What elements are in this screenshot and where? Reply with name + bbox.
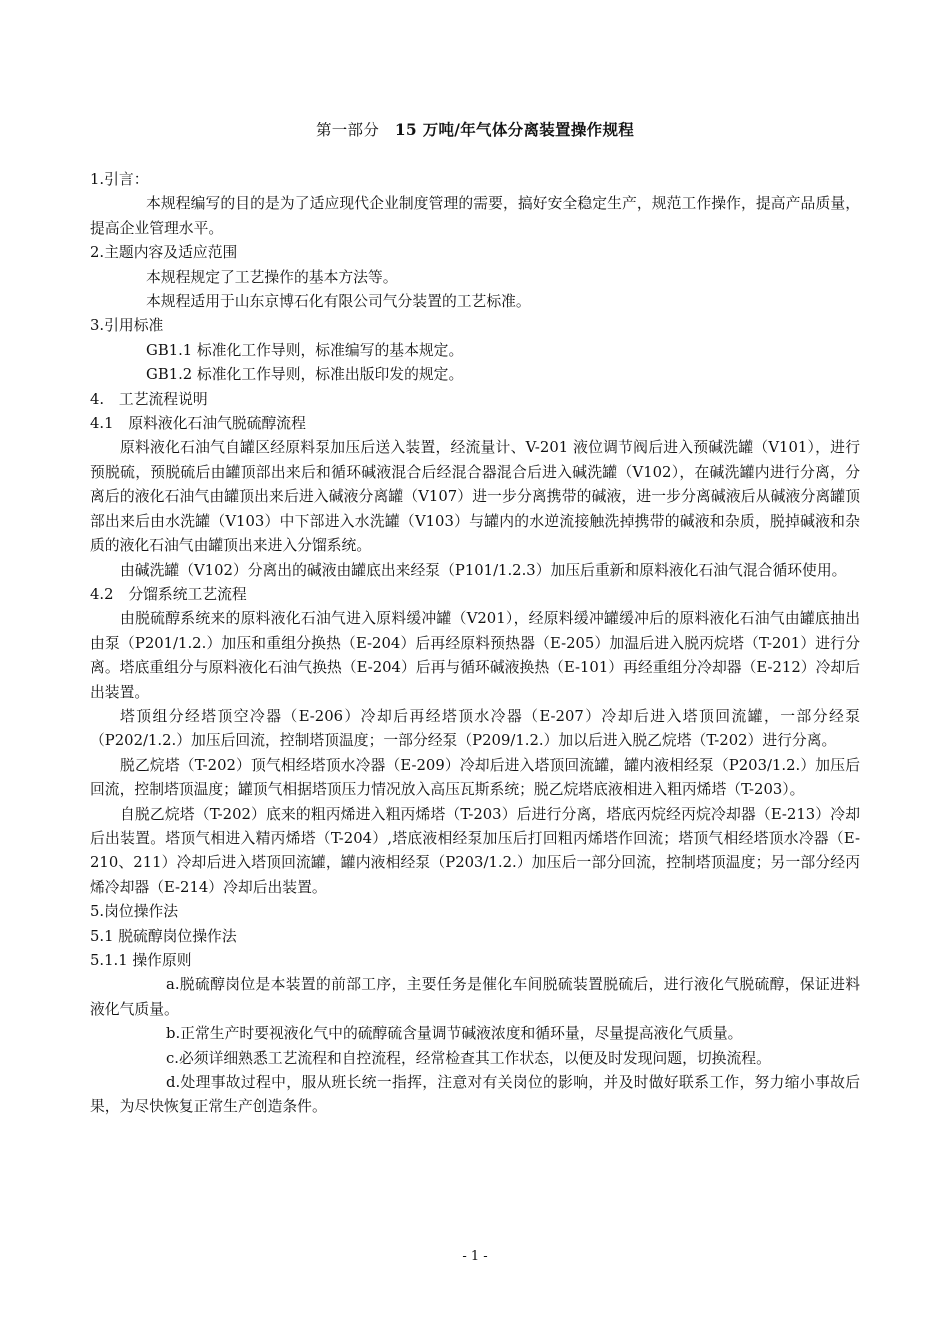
heading-5: 5.岗位操作法 [90,903,179,921]
heading-5-1-1: 5.1.1 操作原则 [90,952,192,969]
paragraph: 塔顶组分经塔顶空冷器（E-206）冷却后再经塔顶水冷器（E-207）冷却后进入塔顶回流罐，一部分经泵（P202/1.2.）加压后回流，控制塔顶温度；一部分经泵（P209/1.2.）加以后进入脱乙烷塔（T-202）进行分离。 [90,707,860,750]
list-item: a.脱硫醇岗位是本装置的前部工序，主要任务是催化车间脱硫装置脱硫后，进行液化气脱硫醇，保证进料液化气质量。 [90,976,860,1018]
list-item: c.必须详细熟悉工艺流程和自控流程，经常检查其工作状态，以便及时发现问题，切换流程。 [166,1049,771,1067]
paragraph: 自脱乙烷塔（T-202）底来的粗丙烯进入粗丙烯塔（T-203）后进行分离，塔底丙烷经丙烷冷却器（E-213）冷却后出装置。塔顶气相进入精丙烯塔（T-204）,塔底液相经泵加压后打回粗丙烯塔作回流；塔顶气相经塔顶水冷器（E-210、211）冷却后进入塔顶回流罐，罐内液相经泵（P203/1.2.）加压后一部分回流，控制塔顶温度；另一部分经丙烯冷却器（E-214）冷却后出装置。 [90,805,860,896]
paragraph: 本规程适用于山东京博石化有限公司气分装置的工艺标准。 [146,293,531,311]
heading-3: 3.引用标准 [90,317,164,335]
heading-4: 4. 工艺流程说明 [90,390,208,408]
paragraph: 由碱洗罐（V102）分离出的碱液由罐底出来经泵（P101/1.2.3）加压后重新和原料液化石油气混合循环使用。 [120,561,847,579]
title-prefix: 第一部分 [315,121,380,139]
document-body [90,168,860,1120]
list-item: d.处理事故过程中，服从班长统一指挥，注意对有关岗位的影响，并及时做好联系工作，努力缩小事故后果，为尽快恢复正常生产创造条件。 [90,1074,860,1116]
heading-2: 2.主题内容及适应范围 [90,244,238,262]
title-main: 15 万吨/年气体分离装置操作规程 [394,120,635,139]
paragraph: 由脱硫醇系统来的原料液化石油气进入原料缓冲罐（V201），经原料缓冲罐缓冲后的原料液化石油气由罐底抽出由泵（P201/1.2.）加压和重组分换热（E-204）后再经原料预热器（E-205）加温后进入脱丙烷塔（T-201）进行分离。塔底重组分与原料液化石油气换热（E-204）后再与循环碱液换热（E-101）再经重组分冷却器（E-212）冷却后出装置。 [90,610,860,701]
list-item: b.正常生产时要视液化气中的硫醇硫含量调节碱液浓度和循环量，尽量提高液化气质量。 [166,1025,743,1043]
page-number: - 1 - [462,1249,488,1264]
heading-5-1: 5.1 脱硫醇岗位操作法 [90,927,237,945]
heading-4-2: 4.2 分馏系统工艺流程 [90,585,247,603]
paragraph: 本规程编写的目的是为了适应现代企业制度管理的需要，搞好安全稳定生产，规范工作操作，提高产品质量，提高企业管理水平。 [90,195,860,237]
paragraph: 脱乙烷塔（T-202）顶气相经塔顶水冷器（E-209）冷却后进入塔顶回流罐，罐内液相经泵（P203/1.2.）加压后回流，控制塔顶温度；罐顶气相据塔顶压力情况放入高压瓦斯系统；脱乙烷塔底液相进入粗丙烯塔（T-203）。 [90,756,860,799]
heading-4-1: 4.1 原料液化石油气脱硫醇流程 [90,415,306,433]
paragraph: 原料液化石油气自罐区经原料泵加压后送入装置，经流量计、V-201 液位调节阀后进入预碱洗罐（V101），进行预脱硫，预脱硫后由罐顶部出来后和循环碱液混合后经混合器混合后进入碱洗罐（V102），在碱洗罐内进行分离，分离后的液化石油气由罐顶出来后进入碱液分离罐（V107）进一步分离携带的碱液，进一步分离碱液后从碱液分离罐顶部出来后由水洗罐（V103）中下部进入水洗罐（V103）与罐内的水逆流接触洗掉携带的碱液和杂质，脱掉碱液和杂质的液化石油气由罐顶出来进入分馏系统。 [90,439,860,555]
paragraph: 本规程规定了工艺操作的基本方法等。 [146,268,398,286]
paragraph: GB1.1 标准化工作导则，标准编写的基本规定。 [146,341,464,359]
document-title [0,118,950,140]
paragraph: GB1.2 标准化工作导则，标准出版印发的规定。 [146,366,464,384]
heading-1: 1.引言： [90,171,149,188]
